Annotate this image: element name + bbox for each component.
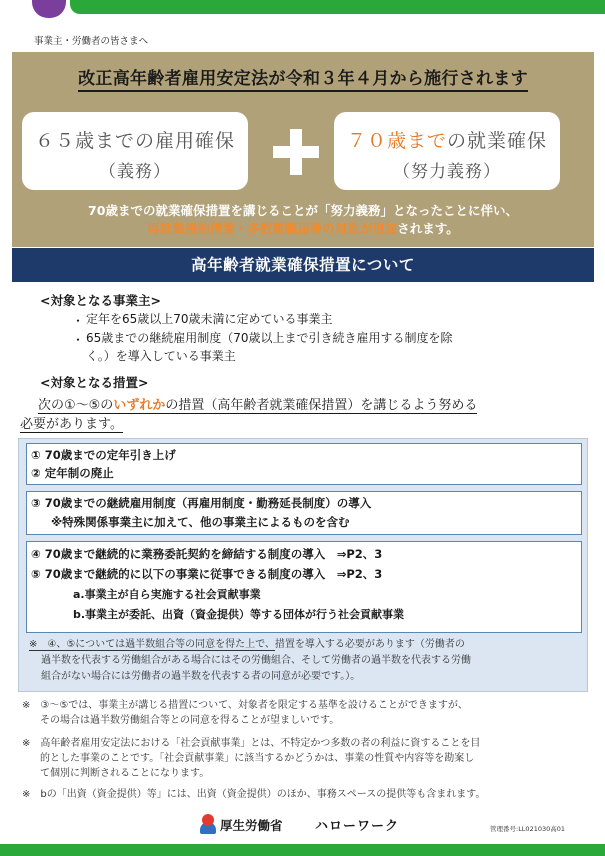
hero-panel — [12, 52, 594, 247]
work-until-70-box — [334, 112, 560, 190]
measure-box-4-5 — [26, 541, 582, 633]
measure-2: ② 定年制の廃止 — [31, 466, 114, 480]
measure-1: ① 70歳までの定年引き上げ — [31, 448, 176, 462]
measure-5a: a.事業主が自ら実施する社会貢献事業 — [73, 588, 261, 601]
footnote-1: ※ ③～⑤では、事業主が講じる措置について、対象者を限定する基準を設けることができますが、 — [22, 700, 468, 711]
obligation-label: （義務） — [99, 162, 171, 182]
ministry-logo-icon — [200, 814, 216, 834]
target-measures-heading: <対象となる措置> — [40, 375, 149, 390]
measure-3-note: ※特殊関係事業主に加えて、他の事業主によるものを含む — [51, 515, 350, 529]
effort-obligation-label: （努力義務） — [393, 162, 501, 182]
target-employer-item: く。）を導入している事業主 — [86, 349, 236, 363]
hero-notice: 70歳までの就業確保措置を講じることが「努力義務」となったことに伴い、 再就職援助措置・多数離職届等の対象が追加されます。 — [88, 203, 518, 236]
target-employer-item: 定年を65歳以上70歳未満に定めている事業主 — [86, 312, 333, 326]
footnote-2-cont: 的とした事業のことです。「社会貢献事業」に該当するかどうかは、事業の性質や内容等を勘案し — [40, 753, 475, 764]
measure-box-3 — [26, 491, 582, 535]
target-employer-item: 65歳までの継続雇用制度（70歳以上まで引き続き雇用する制度を除 — [86, 331, 453, 345]
bullet: ・ — [72, 333, 85, 347]
green-band-decoration — [70, 0, 605, 14]
footnote-2: ※ 高年齢者雇用安定法における「社会貢献事業」とは、不特定かつ多数の者の利益に資することを目 — [22, 738, 481, 749]
measures-intro: 次の①～⑤のいずれかの措置（高年齢者就業確保措置）を講じるよう努める 必要があります。 — [20, 398, 478, 432]
hellowork-name: ハローワーク — [315, 819, 400, 834]
addressee: 事業主・労働者の皆さまへ — [34, 36, 149, 47]
measure-3: ③ 70歳までの継続雇用制度（再雇用制度・勤務延長制度）の導入 — [31, 496, 372, 510]
work-until-70-label: ７０歳までの就業確保 — [346, 130, 548, 152]
ministry-name: 厚生労働省 — [220, 818, 283, 833]
footnote-2-cont: て個別に判断されることになります。 — [40, 768, 210, 779]
measure-box-1-2 — [26, 443, 582, 485]
footnote-3: ※ bの「出資（資金提供）等」には、出資（資金提供）のほか、事務スペースの提供等も含まれます。 — [22, 789, 486, 800]
measure-4: ④ 70歳まで継続的に業務委託契約を締結する制度の導入 ⇒P2、3 — [31, 547, 383, 561]
purple-tab-decoration — [32, 0, 66, 18]
target-employers-heading: <対象となる事業主> — [40, 293, 161, 308]
measure-5: ⑤ 70歳まで継続的に以下の事業に従事できる制度の導入 ⇒P2、3 — [31, 567, 383, 581]
employment-until-65-box — [22, 112, 248, 190]
top-decoration — [0, 0, 605, 22]
footnote-1-cont: その場合は過半数労働組合等との同意を得ることが望ましいです。 — [40, 715, 340, 726]
bullet: ・ — [72, 314, 85, 328]
employment-until-65-label: ６５歳までの雇用確保 — [34, 130, 235, 152]
plus-icon — [273, 129, 319, 175]
measures-note: ※ ④、⑤については過半数組合等の同意を得た上で、措置を導入する必要があります（労働者の 過半数を代表する労働組合がある場合にはその労働組合、そして労働者の過半数を代表する労働 組合がない場合には労働者の過半数を代表する者の同意が必要です。）。 — [29, 639, 471, 682]
headline: 改正高年齢者雇用安定法が令和３年４月から施行されます — [12, 64, 594, 89]
measure-5b: b.事業主が委託、出資（資金提供）等する団体が行う社会貢献事業 — [73, 608, 405, 621]
measures-panel — [18, 438, 588, 692]
section-title: 高年齢者就業確保措置について — [12, 248, 594, 282]
bottom-green-band — [0, 844, 605, 856]
management-number: 管理番号:LL021030高01 — [490, 825, 566, 833]
